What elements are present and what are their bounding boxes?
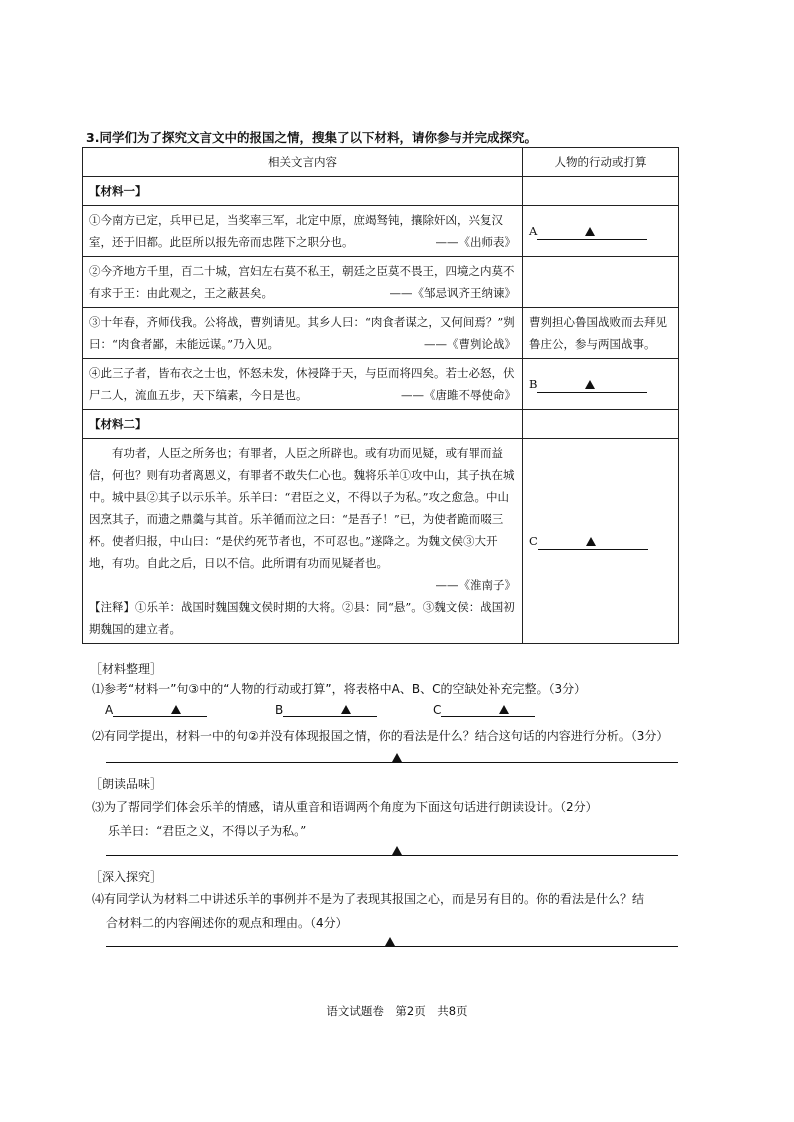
row4-source: ——《唐雎不辱使命》 (401, 388, 516, 402)
answer-triangle-icon (385, 937, 395, 946)
material2-passage: 有功者，人臣之所务也；有罪者，人臣之所辟也。或有功而见疑，或有罪而益信，何也？则有功者离恩义，有罪者不敢失仁心也。魏将乐羊①攻中山，其子执在城中。城中县②其子以示乐羊。乐羊曰：“君臣之义，不得以子为私。”攻之愈急。中山因烹其子，而遗之鼎羹与其首。乐羊循而泣之曰：“是吾子！”已，为使者跪而啜三杯。使者归报，中山曰：“是伏约死节者也，不可忍也。”遂降之。为魏文侯③大开地，有功。自此之后，日以不信。此所谓有功而见疑者也。 (89, 446, 515, 570)
table-row (83, 439, 679, 644)
question-title: 3.同学们为了探究文言文中的报国之情，搜集了以下材料，请你参与并完成探究。 (86, 130, 537, 145)
row2-text: ②今齐地方千里，百二十城，宫妇左右莫不私王，朝廷之臣莫不畏王，四境之内莫不有求于王：由此观之，王之蔽甚矣。 (89, 264, 515, 300)
material1-label-row (83, 177, 679, 206)
materials-table (82, 147, 679, 644)
question-2: ⑵有同学提出，材料一中的句②并没有体现报国之情，你的看法是什么？结合这句话的内容进行分析。（3分） (92, 729, 669, 743)
answer-triangle-icon (171, 705, 181, 714)
row1-source: ——《出师表》 (435, 235, 516, 249)
page-footer: 语文试题卷 第2页 共8页 (326, 1004, 468, 1018)
row4-text: ④此三子者，皆布衣之士也，怀怒未发，休祲降于天，与臣而将四矣。若士必怒，伏尸二人，流血五步，天下缟素，今日是也。 (89, 366, 515, 402)
row1-text: ①今南方已定，兵甲已足，当奖率三军，北定中原，庶竭驽钝，攘除奸凶，兴复汉室，还于旧都。此臣所以报先帝而忠陛下之职分也。 (89, 213, 503, 249)
answer-triangle-icon (585, 227, 595, 236)
section-explore: ［深入探究］ (90, 870, 163, 884)
answer-c-blank[interactable] (538, 535, 648, 550)
answer-cell-c (523, 439, 679, 644)
row3-text: ③十年春，齐师伐我。公将战，曹刿请见。其乡人曰：“肉食者谋之，又何间焉？”刿曰：“肉食者鄙，未能远谋。”乃入见。 (89, 315, 515, 351)
section-material-organize: ［材料整理］ (90, 662, 163, 676)
table-row (83, 257, 679, 308)
q1-b-label: B (275, 703, 284, 717)
question-3: ⑶为了帮同学们体会乐羊的情感，请从重音和语调两个角度为下面这句话进行朗读设计。（2分） (92, 800, 598, 814)
table-row (83, 359, 679, 410)
header-right: 人物的行动或打算 (523, 148, 679, 177)
material2-label: 【材料二】 (83, 410, 523, 439)
answer-cell-a (523, 206, 679, 257)
table-row (83, 308, 679, 359)
answer-c-label: C (529, 534, 538, 548)
q4-answer-line[interactable] (106, 946, 678, 947)
row2-source: ——《邹忌讽齐王纳谏》 (389, 286, 516, 300)
answer-triangle-icon (585, 380, 595, 389)
q3-quote: 乐羊曰：“君臣之义，不得以子为私。” (108, 824, 307, 838)
answer-cell-b (523, 359, 679, 410)
answer-triangle-icon (392, 846, 402, 855)
material1-label: 【材料一】 (83, 177, 523, 206)
answer-a-label: A (529, 224, 538, 238)
q3-answer-line[interactable] (106, 855, 678, 856)
question-4-line1: ⑷有同学认为材料二中讲述乐羊的事例并不是为了表现其报国之心，而是另有目的。你的看法是什么？结 (92, 892, 645, 906)
section-reading: ［朗读品味］ (90, 777, 163, 791)
answer-triangle-icon (392, 753, 402, 762)
material2-label-row (83, 410, 679, 439)
q1-blank-c[interactable] (433, 703, 535, 717)
answer-b-blank[interactable] (537, 378, 647, 393)
answer-a-blank[interactable] (537, 225, 647, 240)
q1-blank-b[interactable] (275, 703, 377, 717)
table-row (83, 206, 679, 257)
material2-note: 【注释】①乐羊：战国时魏国魏文侯时期的大将。②县：同“悬”。③魏文侯：战国初期魏国的建立者。 (89, 600, 515, 636)
row3-answer: 曹刿担心鲁国战败而去拜见鲁庄公，参与两国战事。 (523, 308, 679, 359)
answer-triangle-icon (586, 537, 596, 546)
q1-c-label: C (433, 703, 442, 717)
answer-b-label: B (529, 377, 538, 391)
q1-a-label: A (105, 703, 114, 717)
row3-source: ——《曹刿论战》 (424, 337, 516, 351)
q2-answer-line[interactable] (106, 762, 678, 763)
table-header-row (83, 148, 679, 177)
question-4-line2: 合材料二的内容阐述你的观点和理由。（4分） (106, 916, 348, 930)
material2-source: ——《淮南子》 (435, 578, 516, 592)
answer-triangle-icon (499, 705, 509, 714)
answer-triangle-icon (341, 705, 351, 714)
header-left: 相关文言内容 (83, 148, 523, 177)
question-1: ⑴参考“材料一”句③中的“人物的行动或打算”，将表格中A、B、C的空缺处补充完整。（3分） (92, 682, 587, 696)
q1-blank-a[interactable] (105, 703, 207, 717)
